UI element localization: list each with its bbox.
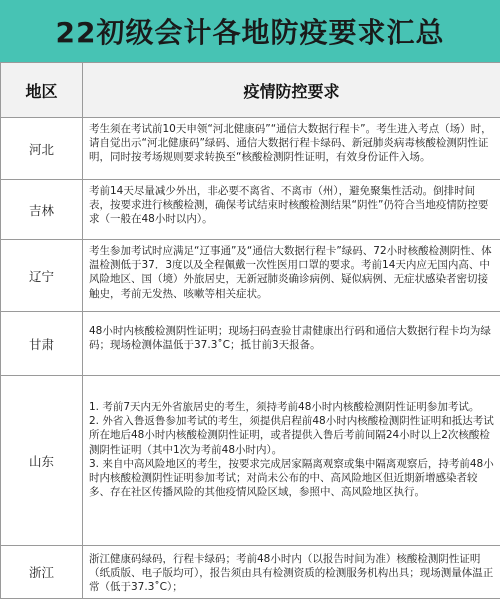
table-row-hebei <box>1 118 500 180</box>
requirement-cell <box>83 546 500 599</box>
table-row-jilin <box>1 180 500 240</box>
requirement-cell <box>83 240 500 312</box>
table-row-gansu <box>1 312 500 376</box>
requirement-item-2: 2. 外省入鲁返鲁参加考试的考生，须提供启程前48小时内核酸检测阴性证明和抵达考试所在地后48小时内核酸检测阴性证明，或者提供入鲁后考前间隔24小时以上2次核酸检测阴性证明（其中1次为考前48小时内）。 <box>89 414 494 457</box>
region-cell: 甘肃 <box>1 312 83 376</box>
region-cell: 山东 <box>1 376 83 546</box>
requirement-text: 考前14天尽量减少外出，非必要不离省、不离市（州），避免聚集性活动。倒排时间表，按要求进行核酸检测，确保考试结束时核酸检测结果“阴性”仍符合当地疫情防控要求（一般在48小时以内）。 <box>89 184 494 227</box>
region-cell: 吉林 <box>1 180 83 240</box>
region-cell: 河北 <box>1 118 83 180</box>
table-row-liaoning <box>1 240 500 312</box>
page-title: 22初级会计各地防疫要求汇总 <box>0 0 500 62</box>
requirement-cell <box>83 180 500 240</box>
table-header-row <box>1 63 500 118</box>
requirement-text: 考生须在考试前10天申领“河北健康码”“通信大数据行程卡”。考生进入考点（场）时，请自觉出示“河北健康码”绿码、通信大数据行程卡绿码、新冠肺炎病毒核酸检测阴性证明，同时按考场规则要求转换至“核酸检测阴性证明，有效身份证件入场。 <box>89 122 494 165</box>
requirements-table <box>0 62 500 599</box>
table-row-zhejiang <box>1 546 500 599</box>
requirement-item-1: 1. 考前7天内无外省旅居史的考生，须持考前48小时内核酸检测阴性证明参加考试。 <box>89 400 494 414</box>
table-row-shandong <box>1 376 500 546</box>
region-cell: 辽宁 <box>1 240 83 312</box>
header-region: 地区 <box>1 63 83 118</box>
requirement-cell <box>83 376 500 546</box>
region-cell: 浙江 <box>1 546 83 599</box>
requirement-item-3: 3. 来自中高风险地区的考生，按要求完成居家隔离观察或集中隔离观察后，持考前48小时内核酸检测阴性证明参加考试；对尚未公布的中、高风险地区但近期新增感染者较多、存在社区传播风险的其他疫情风险区域，参照中、高风险地区执行。 <box>89 457 494 500</box>
requirement-text: 浙江健康码绿码，行程卡绿码；考前48小时内（以报告时间为准）核酸检测阴性证明（纸质版、电子版均可），报告须由具有检测资质的检测服务机构出具；现场测量体温正常（低于37.3˚C）； <box>89 552 494 595</box>
requirement-cell <box>83 118 500 180</box>
requirement-text: 48小时内核酸检测阴性证明；现场扫码查验甘肃健康出行码和通信大数据行程卡均为绿码；现场检测体温低于37.3˚C；抵甘前3天报备。 <box>89 324 494 352</box>
requirement-cell <box>83 312 500 376</box>
header-requirements: 疫情防控要求 <box>83 63 500 118</box>
requirement-text: 考生参加考试时应满足“辽事通”及“通信大数据行程卡”绿码、72小时核酸检测阴性、体温检测低于37．3度以及全程佩戴一次性医用口罩的要求。考前14天内应无国内高、中风险地区、国（境）外旅居史，无新冠肺炎确诊病例、疑似病例、无症状感染者密切接触史，考前无发热、咳嗽等相关症状。 <box>89 244 494 301</box>
